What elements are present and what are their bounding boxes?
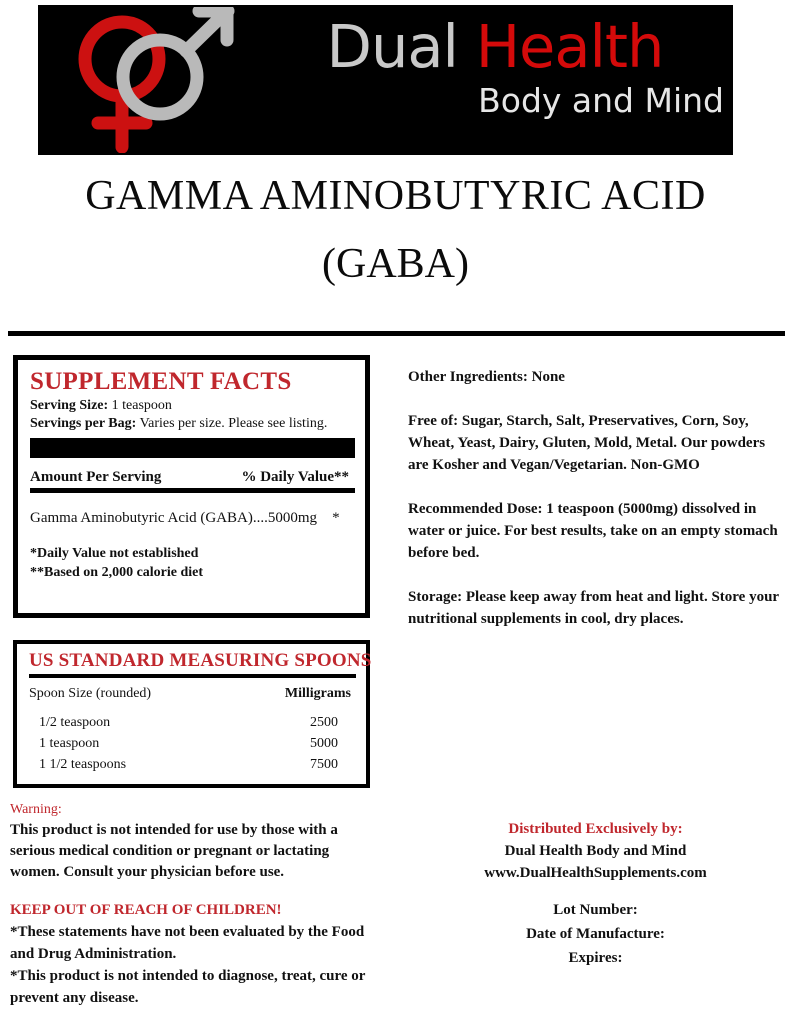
- brand-name-line: [260, 13, 730, 81]
- distributor-block: [400, 818, 791, 884]
- not-intended-to-diagnose-text: *This product is not intended to diagnose, treat, cure or prevent any disease.: [10, 968, 366, 1006]
- keep-out-of-reach-heading: KEEP OUT OF REACH OF CHILDREN!: [10, 902, 282, 918]
- table-row: [29, 733, 356, 754]
- spoon-size-cell: 1 1/2 teaspoons: [39, 757, 127, 772]
- distributed-by-heading: Distributed Exclusively by:: [508, 821, 683, 837]
- measuring-spoons-rows: [29, 712, 356, 775]
- table-row: [29, 712, 356, 733]
- measuring-spoons-heading-rule: [29, 674, 356, 678]
- facts-header-rule: [30, 488, 355, 493]
- product-title: GAMMA AMINOBUTYRIC ACID: [85, 173, 706, 219]
- free-of-text: Free of: Sugar, Starch, Salt, Preservatives, Corn, Soy, Wheat, Yeast, Dairy, Gluten, Mold, Metal. Our powders are Kosher and Vegan/Vegetarian. Non-GMO: [408, 413, 766, 473]
- spoon-size-cell: 1/2 teaspoon: [39, 715, 111, 730]
- facts-column-headers: [30, 467, 355, 487]
- ingredient-row: [30, 508, 355, 528]
- other-ingredients-text: Other Ingredients: None: [408, 369, 565, 385]
- warning-block: [10, 800, 382, 883]
- warning-heading: Warning:: [10, 802, 62, 817]
- measuring-spoons-heading: US STANDARD MEASURING SPOONS: [29, 650, 372, 671]
- measuring-spoons-column-headers: [29, 683, 356, 704]
- milligrams-header: Milligrams: [284, 686, 351, 701]
- servings-per-bag-row: [30, 415, 355, 433]
- servings-per-bag-label: Servings per Bag:: [30, 416, 137, 431]
- supplement-facts-heading: SUPPLEMENT FACTS: [30, 368, 292, 395]
- spoon-size-cell: 1 teaspoon: [39, 736, 100, 751]
- milligrams-cell: 7500: [310, 757, 338, 772]
- serving-size-label: Serving Size:: [30, 398, 109, 413]
- storage-text: Storage: Please keep away from heat and light. Store your nutritional supplements in cool, dry places.: [408, 589, 779, 627]
- servings-per-bag-value: Varies per size. Please see listing.: [139, 416, 328, 431]
- facts-footnote-1: *Daily Value not established: [30, 546, 199, 561]
- ingredient-daily-value: *: [332, 510, 340, 526]
- lot-number-label: Lot Number:: [553, 902, 638, 918]
- ingredient-name-amount: Gamma Aminobutyric Acid (GABA)....5000mg: [30, 510, 318, 526]
- title-divider-rule: [8, 331, 785, 336]
- brand-word-health: Health: [475, 12, 664, 81]
- daily-value-header: % Daily Value**: [241, 469, 349, 485]
- fda-disclaimer-text: *These statements have not been evaluated by the Food and Drug Administration.: [10, 924, 365, 962]
- measuring-spoons-panel: [13, 640, 370, 788]
- brand-banner: [38, 5, 733, 155]
- amount-per-serving-header: Amount Per Serving: [30, 469, 162, 485]
- date-of-manufacture-label: Date of Manufacture:: [526, 926, 665, 942]
- milligrams-cell: 5000: [310, 736, 338, 751]
- milligrams-cell: 2500: [310, 715, 338, 730]
- brand-tagline: Body and Mind: [478, 81, 724, 120]
- serving-size-row: [30, 397, 355, 415]
- distributor-name: Dual Health Body and Mind: [504, 843, 687, 859]
- lot-info-block: [400, 898, 791, 970]
- table-row: [29, 754, 356, 775]
- brand-wordmark: [260, 13, 730, 147]
- spoon-size-header: Spoon Size (rounded): [29, 686, 152, 701]
- product-subtitle: (GABA): [322, 241, 469, 287]
- facts-footnote-2: **Based on 2,000 calorie diet: [30, 565, 204, 580]
- facts-black-separator-bar: [30, 438, 355, 458]
- supplement-facts-panel: [13, 355, 370, 618]
- children-notice-block: [10, 900, 388, 1009]
- product-info-column: [408, 366, 786, 630]
- distributor-website: www.DualHealthSupplements.com: [484, 865, 707, 881]
- expires-label: Expires:: [568, 950, 623, 966]
- recommended-dose-text: Recommended Dose: 1 teaspoon (5000mg) dissolved in water or juice. For best results, take on an empty stomach before bed.: [408, 501, 778, 561]
- warning-body-text: This product is not intended for use by those with a serious medical condition or pregnant or lactating women. Consult your physician before use.: [10, 822, 338, 880]
- brand-word-dual: Dual: [326, 12, 458, 81]
- serving-size-value: 1 teaspoon: [111, 398, 172, 413]
- dual-gender-symbol-logo-icon: [56, 7, 246, 153]
